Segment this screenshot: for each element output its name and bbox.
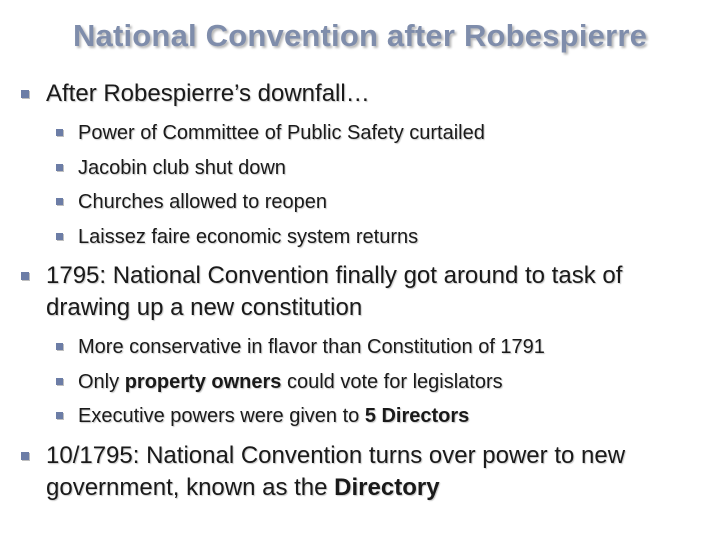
square-bullet-icon: [56, 412, 63, 419]
sub-bullet-item: [18, 399, 708, 434]
sub-bullet-text-post: could vote for legislators: [281, 370, 503, 393]
sub-bullet-text-pre: Only: [78, 370, 125, 393]
sub-bullet-text: Jacobin club shut down: [78, 156, 286, 179]
bullet-item: [18, 78, 708, 110]
sub-bullet-text: Churches allowed to reopen: [78, 191, 328, 213]
sub-bullet-item: [18, 220, 708, 255]
square-bullet-icon: [56, 343, 63, 350]
square-bullet-icon: [21, 452, 29, 460]
sub-bullet-text: More conservative in flavor than Constitution of 1791: [78, 336, 545, 358]
bullet-item: [18, 440, 708, 504]
sub-bullet-item: [18, 330, 708, 365]
sub-bullet-item: [18, 185, 708, 220]
sub-bullet-item: [18, 116, 708, 151]
sub-bullet-text: Power of Committee of Public Safety curtailed: [78, 122, 485, 144]
square-bullet-icon: [56, 378, 63, 385]
emphasis-text: 5 Directors: [364, 405, 470, 427]
square-bullet-icon: [56, 233, 63, 240]
square-bullet-icon: [21, 272, 29, 280]
bullet-text: After Robespierre’s downfall…: [46, 80, 370, 107]
emphasis-text: property owners: [124, 370, 282, 393]
sub-bullet-text-pre: Executive powers were given to: [78, 405, 365, 427]
bullet-item: [18, 260, 708, 324]
slide-title: National Convention after Robespierre: [72, 18, 648, 53]
square-bullet-icon: [56, 198, 63, 205]
bullet-text: 1795: National Convention finally got around to task of drawing up a new constitution: [46, 262, 623, 321]
slide-body: [18, 78, 708, 504]
square-bullet-icon: [56, 164, 63, 171]
emphasis-text: Directory: [334, 473, 440, 501]
sub-bullet-item: [18, 151, 708, 186]
square-bullet-icon: [56, 129, 63, 136]
square-bullet-icon: [21, 90, 29, 98]
bullet-text-pre: 10/1795: National Convention turns over power to new government, known as the: [46, 441, 626, 501]
sub-bullet-item: [18, 365, 708, 400]
sub-bullet-text: Laissez faire economic system returns: [78, 225, 419, 248]
